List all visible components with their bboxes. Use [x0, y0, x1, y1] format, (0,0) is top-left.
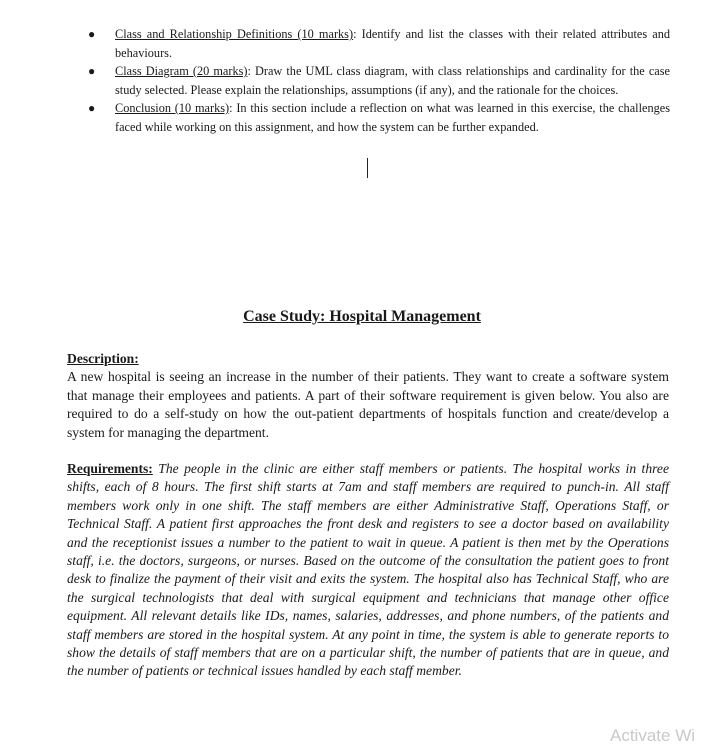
description-text: A new hospital is seeing an increase in the number of their patients. They want to create a software system that manage their employees and patients. A part of their software requirement is given below. You also are required to do a self-study on how the out-patient departments of hospitals function and create/develop a system for managing the department.	[67, 369, 669, 440]
bullet-item-class-diagram	[88, 62, 670, 99]
requirements-heading: Requirements:	[67, 461, 153, 476]
bullet-dot-icon: ●	[88, 101, 96, 115]
description-section	[67, 350, 669, 442]
bullet-title: Class Diagram (20 marks)	[115, 64, 248, 78]
requirements-text: The people in the clinic are either staff members or patients. The hospital works in three shifts, each of 8 hours. The first shift starts at 7am and staff members are required to punch-in. All staff members work only in one shift. The staff members are either Administrative Staff, Operations Staff, or Technical Staff. A patient first approaches the front desk and registers to see a doctor based on availability and the receptionist issues a number to the patient to wait in queue. A patient is then met by the Operations staff, i.e. the doctors, surgeons, or nurses. Based on the outcome of the consultation the patient goes to front desk to finalize the payment of their visit and exits the system. The hospital also has Technical Staff, who are the surgical technologists that deal with surgical equipment and technicians that manage other office equipment. All relevant details like IDs, names, salaries, addresses, and phone numbers, of the patients and staff members are stored in the hospital system. At any point in time, the system is able to generate reports to show the details of staff members that are on a particular shift, the number of patients that are in queue, and the number of patients or technical issues handled by each staff member.	[67, 461, 669, 679]
bullet-item-class-definitions	[88, 25, 670, 62]
bullet-title: Conclusion (10 marks)	[115, 101, 230, 115]
description-heading: Description:	[67, 351, 139, 366]
bullet-dot-icon: ●	[88, 64, 96, 78]
bullet-item-conclusion	[88, 99, 670, 136]
bullet-text: : In this section include a reflection on what was learned in this exercise, the challenges faced while working on this assignment, and how the system can be further expanded.	[115, 101, 670, 134]
assignment-bullet-list	[88, 25, 670, 136]
text-cursor	[367, 158, 368, 178]
bullet-title: Class and Relationship Definitions (10 marks)	[115, 27, 354, 41]
activation-watermark: Activate Wi	[610, 726, 696, 745]
case-study-title: Case Study: Hospital Management	[243, 308, 481, 325]
bullet-text: : Identify and list the classes with their related attributes and behaviours.	[115, 27, 671, 60]
bullet-dot-icon: ●	[88, 27, 96, 41]
bullet-text: : Draw the UML class diagram, with class relationships and cardinality for the case study selected. Please explain the relationships, assumptions (if any), and the rationale for the choices.	[115, 64, 670, 97]
requirements-section	[67, 460, 669, 681]
